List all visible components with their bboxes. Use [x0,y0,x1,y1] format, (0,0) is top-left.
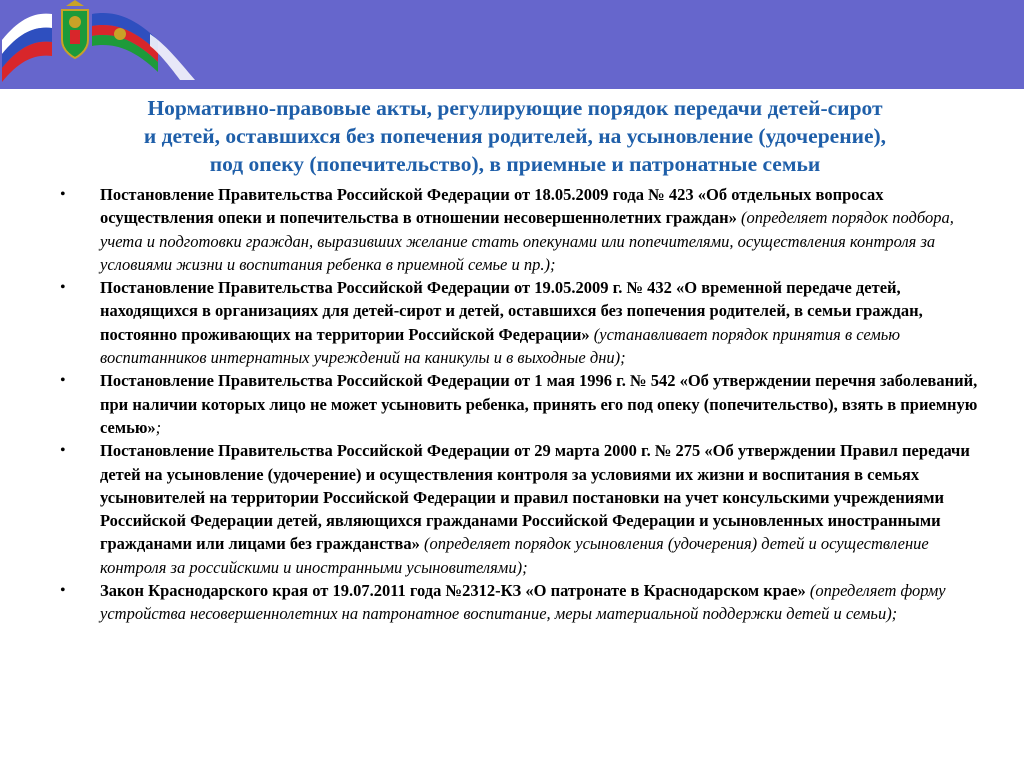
list-item [60,183,980,276]
list-item [60,276,980,369]
act-title: Закон Краснодарского края от 19.07.2011 года №2312-КЗ «О патронате в Краснодарском крае» [100,581,806,601]
act-title: Постановление Правительства Российской Федерации от 19.05.2009 г. № 432 «О временной передаче детей, находящихся в организациях для детей-сирот и детей, оставшихся без попечения родителей, в семьи граждан, постоянно проживающих на территории Российской Федерации» [100,278,923,344]
title-line-2: и детей, оставшихся без попечения родителей, на усыновление (удочерение), [143,124,887,148]
bullet-icon: • [60,442,66,460]
act-description: (определяет форму устройства несовершеннолетних на патронатное воспитание, меры материальной поддержки детей и семьи); [100,581,946,624]
header-divider [0,89,1024,91]
bullet-icon: • [60,186,66,203]
list-item [60,439,980,579]
act-description: (определяет порядок подбора, учета и подготовки граждан, выразивших желание стать опекунами или попечителями, осуществления контроля за условиями жизни и воспитания ребенка в приемной семье и пр.); [100,208,954,274]
list-item [60,579,980,626]
list-item [60,369,980,439]
bullet-icon: • [60,582,66,600]
act-description: (определяет порядок усыновления (удочерения) детей и осуществление контроля за российскими и иностранными усыновителями); [100,534,929,577]
bullet-icon: • [60,279,66,297]
bullet-icon: • [60,372,66,390]
document-list [60,183,980,626]
act-title: Постановление Правительства Российской Федерации от 29 марта 2000 г. № 275 «Об утверждении Правил передачи детей на усыновление (удочерение) и осуществления контроля за условиями их жизни и воспитания в семьях усыновителей на территории Российской Федерации и правил постановки на учет консульскими учреждениями Российской Федерации детей, являющихся гражданами Российской Федерации и усыновленных иностранными гражданами или лицами без гражданства» [100,441,970,554]
title-line-3: под опеку (попечительство), в приемные и патронатные семьи [209,152,821,176]
act-description: (устанавливает порядок принятия в семью воспитанников интернатных учреждений на каникулы и в выходные дни); [100,324,900,368]
act-title: Постановление Правительства Российской Федерации от 18.05.2009 года № 423 «Об отдельных вопросах осуществления опеки и попечительства в отношении несовершеннолетних граждан» [100,185,884,228]
act-description: ; [155,417,162,437]
page-title [40,94,990,178]
title-line-1: Нормативно-правовые акты, регулирующие порядок передачи детей-сирот [147,96,883,120]
act-title: Постановление Правительства Российской Федерации от 1 мая 1996 г. № 542 «Об утверждении перечня заболеваний, при наличии которых лицо не может усыновить ребенка, принять его под опеку (попечительство), взять в приемную семью» [100,371,978,437]
flags-emblem-icon [0,0,200,89]
